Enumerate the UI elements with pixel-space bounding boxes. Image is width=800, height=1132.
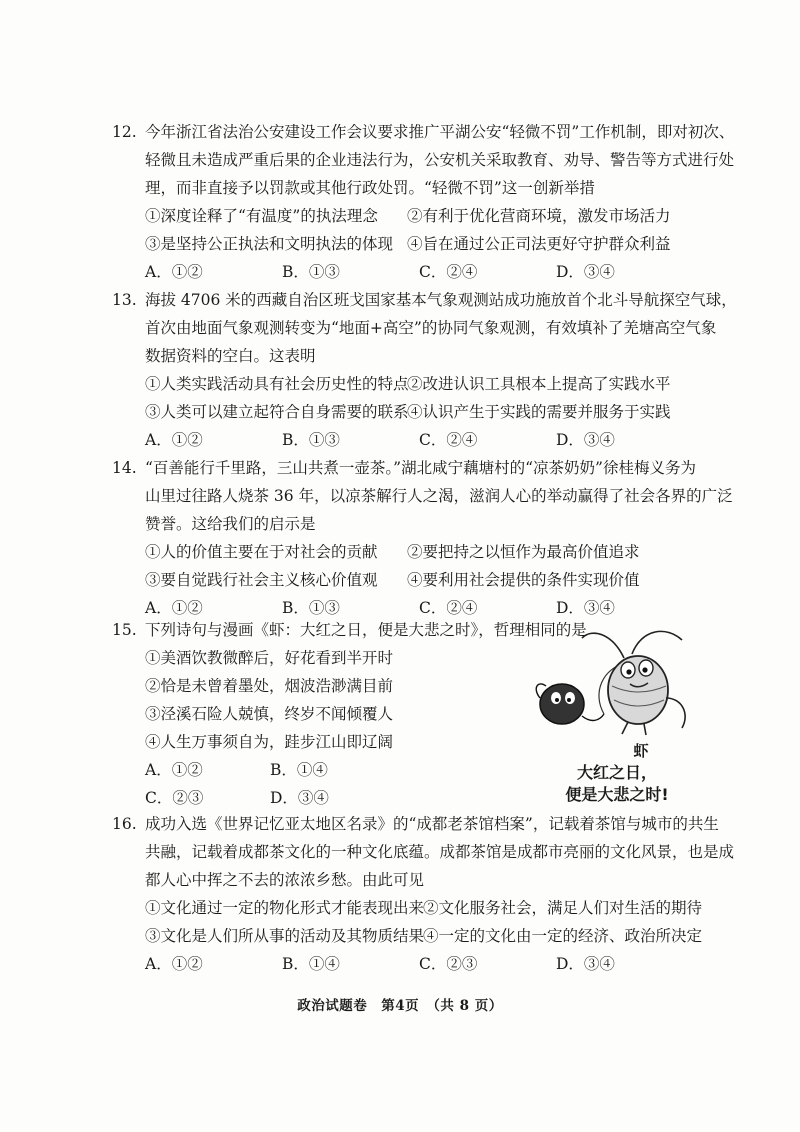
question-number: 12.	[112, 123, 137, 141]
shrimp-cartoon	[532, 628, 702, 806]
option-3: ③是坚持公正执法和文明执法的体现	[145, 235, 394, 253]
answer-d[interactable]: D．③④	[556, 599, 615, 617]
answer-d[interactable]: D．③④	[270, 789, 329, 807]
answer-b[interactable]: B．①④	[282, 955, 340, 973]
answer-a[interactable]: A．①②	[145, 431, 203, 449]
question-13	[112, 286, 737, 454]
answer-a[interactable]: A．①②	[145, 263, 203, 281]
question-stem: 轻微且未造成严重后果的企业违法行为，公安机关采取教育、劝导、警告等方式进行处	[145, 151, 735, 169]
question-stem: 山里过往路人烧茶 36 年，以凉茶解行人之渴，滋润人心的举动赢得了社会各界的广泛	[145, 487, 733, 505]
answer-c[interactable]: C．②④	[419, 263, 478, 281]
question-stem: 海拔 4706 米的西藏自治区班戈国家基本气象观测站成功施放首个北斗导航探空气球，	[145, 291, 737, 309]
question-stem: 共融，记载着成都茶文化的一种文化底蕴。成都茶馆是成都市亮丽的文化风景，也是成	[145, 843, 735, 861]
answer-b[interactable]: B．①③	[282, 431, 340, 449]
answer-choices	[112, 426, 712, 454]
option-2: ②有利于优化营商环境，激发市场活力	[407, 207, 671, 225]
question-stem: 赞誉。这给我们的启示是	[145, 515, 316, 533]
question-12	[112, 118, 735, 286]
option-3: ③要自觉践行社会主义核心价值观	[145, 571, 378, 589]
answer-b[interactable]: B．①③	[282, 599, 340, 617]
option-3: ③文化是人们所从事的活动及其物质结果	[145, 927, 425, 945]
question-stem: 今年浙江省法治公安建设工作会议要求推广平湖公安“轻微不罚”工作机制，即对初次、	[145, 123, 735, 141]
option-1: ①文化通过一定的物化形式才能表现出来	[145, 899, 425, 917]
option-2: ②文化服务社会，满足人们对生活的期待	[423, 899, 703, 917]
cartoon-caption-line-2: 便是大悲之时!	[565, 785, 669, 804]
question-16	[112, 810, 735, 978]
option-2: ②改进认识工具根本上提高了实践水平	[407, 375, 671, 393]
option-4: ④人生万事须自为，跬步江山即辽阔	[145, 733, 394, 751]
answer-b[interactable]: B．①③	[282, 263, 340, 281]
question-stem: “百善能行千里路，三山共煮一壶茶。”湖北咸宁藕塘村的“凉茶奶奶”徐桂梅义务为	[145, 459, 696, 477]
option-1: ①人的价值主要在于对社会的贡献	[145, 543, 378, 561]
cartoon-title: 虾	[633, 742, 649, 760]
answer-c[interactable]: C．②④	[419, 431, 478, 449]
answer-c[interactable]: C．②④	[419, 599, 478, 617]
question-stem: 都人心中挥之不去的浓浓乡愁。由此可见	[145, 871, 425, 889]
option-2: ②要把持之以恒作为最高价值追求	[407, 543, 640, 561]
option-4: ④要利用社会提供的条件实现价值	[407, 571, 640, 589]
answer-b[interactable]: B．①④	[270, 761, 328, 779]
question-number: 16.	[112, 815, 137, 833]
option-4: ④旨在通过公正司法更好守护群众利益	[407, 235, 671, 253]
question-number: 14.	[112, 459, 137, 477]
answer-a[interactable]: A．①②	[145, 599, 203, 617]
question-stem: 成功入选《世界记忆亚太地区名录》的“成都老茶馆档案”，记载着茶馆与城市的共生	[145, 815, 719, 833]
option-1: ①深度诠释了“有温度”的执法理念	[145, 207, 378, 225]
answer-d[interactable]: D．③④	[556, 955, 615, 973]
shrimp-illustration	[532, 628, 702, 736]
answer-choices	[112, 258, 712, 286]
question-stem: 理，而非直接予以罚款或其他行政处罚。“轻微不罚”这一创新举措	[145, 179, 595, 197]
option-1: ①美酒饮教微醉后，好花看到半开时	[145, 649, 394, 667]
answer-d[interactable]: D．③④	[556, 431, 615, 449]
question-number: 15.	[112, 621, 137, 639]
option-4: ④认识产生于实践的需要并服务于实践	[407, 403, 671, 421]
answer-a[interactable]: A．①②	[145, 761, 203, 779]
cartoon-caption-line-1: 大红之日，	[576, 763, 657, 782]
option-3: ③人类可以建立起符合自身需要的联系	[145, 403, 409, 421]
answer-d[interactable]: D．③④	[556, 263, 615, 281]
option-2: ②恰是未曾着墨处，烟波浩渺满目前	[145, 677, 394, 695]
option-1: ①人类实践活动具有社会历史性的特点	[145, 375, 409, 393]
option-4: ④一定的文化由一定的经济、政治所决定	[423, 927, 703, 945]
question-stem: 首次由地面气象观测转变为“地面+高空”的协同气象观测，有效填补了羌塘高空气象	[145, 319, 717, 337]
answer-a[interactable]: A．①②	[145, 955, 203, 973]
answer-c[interactable]: C．②③	[419, 955, 478, 973]
answer-c[interactable]: C．②③	[145, 789, 204, 807]
option-3: ③泾溪石险人兢慎，终岁不闻倾覆人	[145, 705, 394, 723]
question-number: 13.	[112, 291, 137, 309]
question-stem: 数据资料的空白。这表明	[145, 347, 316, 365]
question-14	[112, 454, 733, 622]
page-footer: 政治试题卷 第4页 （共 8 页）	[297, 998, 503, 1014]
question-stem: 下列诗句与漫画《虾：大红之日，便是大悲之时》，哲理相同的是	[145, 621, 587, 639]
answer-choices	[112, 950, 712, 978]
